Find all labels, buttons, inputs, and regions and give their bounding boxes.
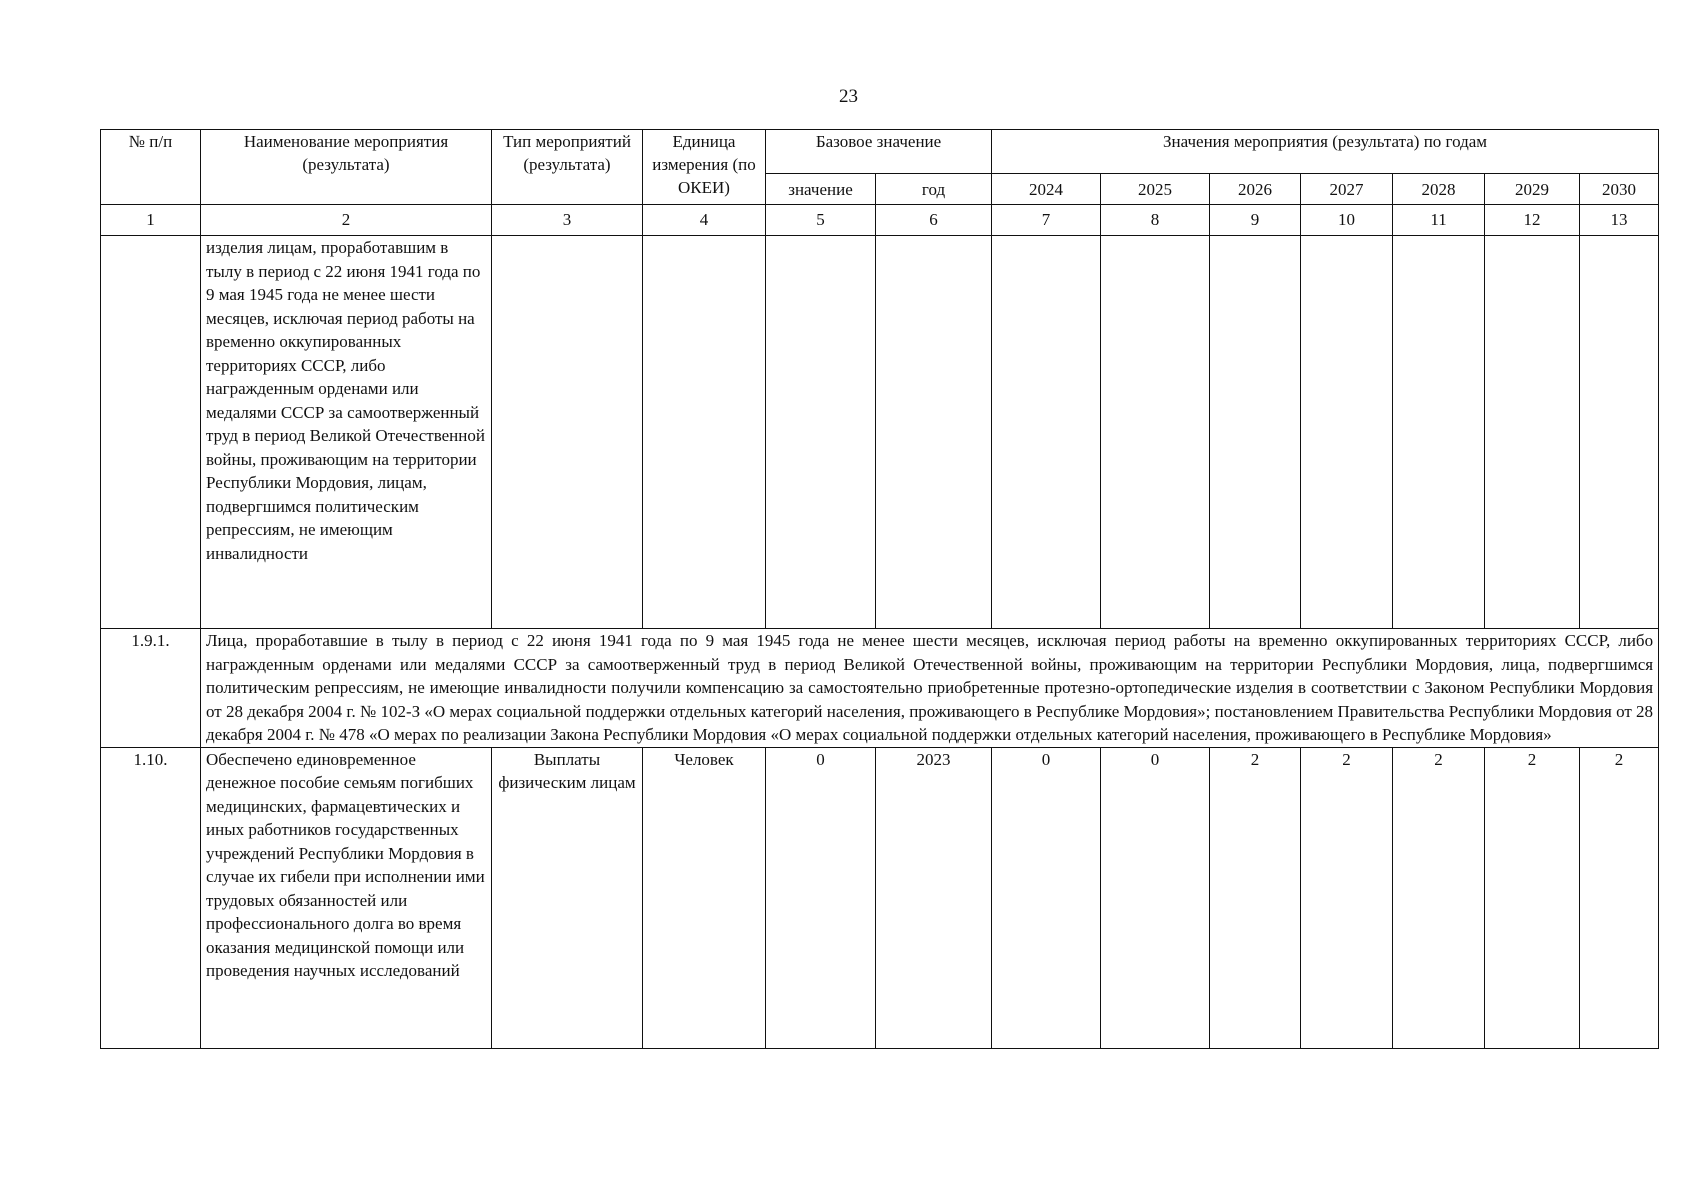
header-type: Тип мероприятий (результата)	[492, 130, 643, 205]
column-number: 10	[1301, 205, 1393, 236]
column-number: 7	[992, 205, 1101, 236]
cell-name: изделия лицам, проработавшим в тылу в период с 22 июня 1941 года по 9 мая 1945 года не менее шести месяцев, исключая период работы на временно оккупированных территориях СССР, либо награжденным орденами или медалями СССР за самоотверженный труд в период Великой Отечественной войны, проживающим на территории Республики Мордовия, лицам, подвергшимся политическим репрессиям, не имеющим инвалидности	[201, 236, 492, 629]
cell-value-2028: 2	[1393, 747, 1485, 1048]
column-number: 12	[1485, 205, 1580, 236]
column-number: 8	[1101, 205, 1210, 236]
cell-name: Обеспечено единовременное денежное пособие семьям погибших медицинских, фармацевтических и иных работников государственных учреждений Республики Мордовия в случае их гибели при исполнении ими трудовых обязанностей или профессионального долга во время оказания медицинской помощи или проведения научных исследований	[201, 747, 492, 1048]
column-number: 1	[101, 205, 201, 236]
cell-year-value	[1393, 236, 1485, 629]
cell-year-value	[992, 236, 1101, 629]
column-number: 5	[766, 205, 876, 236]
header-year-2027: 2027	[1301, 174, 1393, 205]
header-base: Базовое значение	[766, 130, 992, 174]
measures-table	[100, 129, 1659, 1049]
cell-value-2026: 2	[1210, 747, 1301, 1048]
cell-year-value	[1210, 236, 1301, 629]
cell-type	[492, 236, 643, 629]
column-number: 13	[1580, 205, 1659, 236]
cell-unit	[643, 236, 766, 629]
cell-num: 1.10.	[101, 747, 201, 1048]
cell-base-year: 2023	[876, 747, 992, 1048]
cell-num	[101, 236, 201, 629]
cell-value-2027: 2	[1301, 747, 1393, 1048]
cell-base-year	[876, 236, 992, 629]
header-base-year: год	[876, 174, 992, 205]
cell-description: Лица, проработавшие в тылу в период с 22 июня 1941 года по 9 мая 1945 года не менее шести месяцев, исключая период работы на временно оккупированных территориях СССР, либо награжденным орденами или медалями СССР за самоотверженный труд в период Великой Отечественной войны, проживающим на территории Республики Мордовия, лица, подвергшимся политическим репрессиям, не имеющие инвалидности получили компенсацию за самостоятельно приобретенные протезно-ортопедические изделия в соответствии с Законом Республики Мордовия от 28 декабря 2004 г. № 102-З «О мерах социальной поддержки отдельных категорий населения, проживающего в Республике Мордовия»; постановлением Правительства Республики Мордовия от 28 декабря 2004 г. № 478 «О мерах по реализации Закона Республики Мордовия «О мерах социальной поддержки отдельных категорий населения, проживающего в Республике Мордовия»	[201, 629, 1659, 748]
table-row-1-9-1	[101, 629, 1659, 748]
cell-value-2024: 0	[992, 747, 1101, 1048]
cell-base-value: 0	[766, 747, 876, 1048]
cell-value-2025: 0	[1101, 747, 1210, 1048]
cell-year-value	[1485, 236, 1580, 629]
cell-base-value	[766, 236, 876, 629]
column-number: 4	[643, 205, 766, 236]
header-values-by-year: Значения мероприятия (результата) по годам	[992, 130, 1659, 174]
header-year-2028: 2028	[1393, 174, 1485, 205]
column-number: 9	[1210, 205, 1301, 236]
column-number: 6	[876, 205, 992, 236]
header-year-2025: 2025	[1101, 174, 1210, 205]
cell-unit: Человек	[643, 747, 766, 1048]
table-row-1-10	[101, 747, 1659, 1048]
cell-year-value	[1580, 236, 1659, 629]
header-year-2030: 2030	[1580, 174, 1659, 205]
column-number: 3	[492, 205, 643, 236]
header-year-2024: 2024	[992, 174, 1101, 205]
column-number: 11	[1393, 205, 1485, 236]
header-unit: Единица измерения (по ОКЕИ)	[643, 130, 766, 205]
header-name: Наименование мероприятия (результата)	[201, 130, 492, 205]
cell-year-value	[1101, 236, 1210, 629]
header-year-2026: 2026	[1210, 174, 1301, 205]
header-num: № п/п	[101, 130, 201, 205]
cell-value-2029: 2	[1485, 747, 1580, 1048]
cell-num: 1.9.1.	[101, 629, 201, 748]
column-number-row	[101, 205, 1659, 236]
cell-type: Выплаты физическим лицам	[492, 747, 643, 1048]
cell-year-value	[1301, 236, 1393, 629]
cell-value-2030: 2	[1580, 747, 1659, 1048]
page-number: 23	[839, 86, 858, 107]
header-base-value: значение	[766, 174, 876, 205]
header-year-2029: 2029	[1485, 174, 1580, 205]
table-row-continuation	[101, 236, 1659, 629]
column-number: 2	[201, 205, 492, 236]
